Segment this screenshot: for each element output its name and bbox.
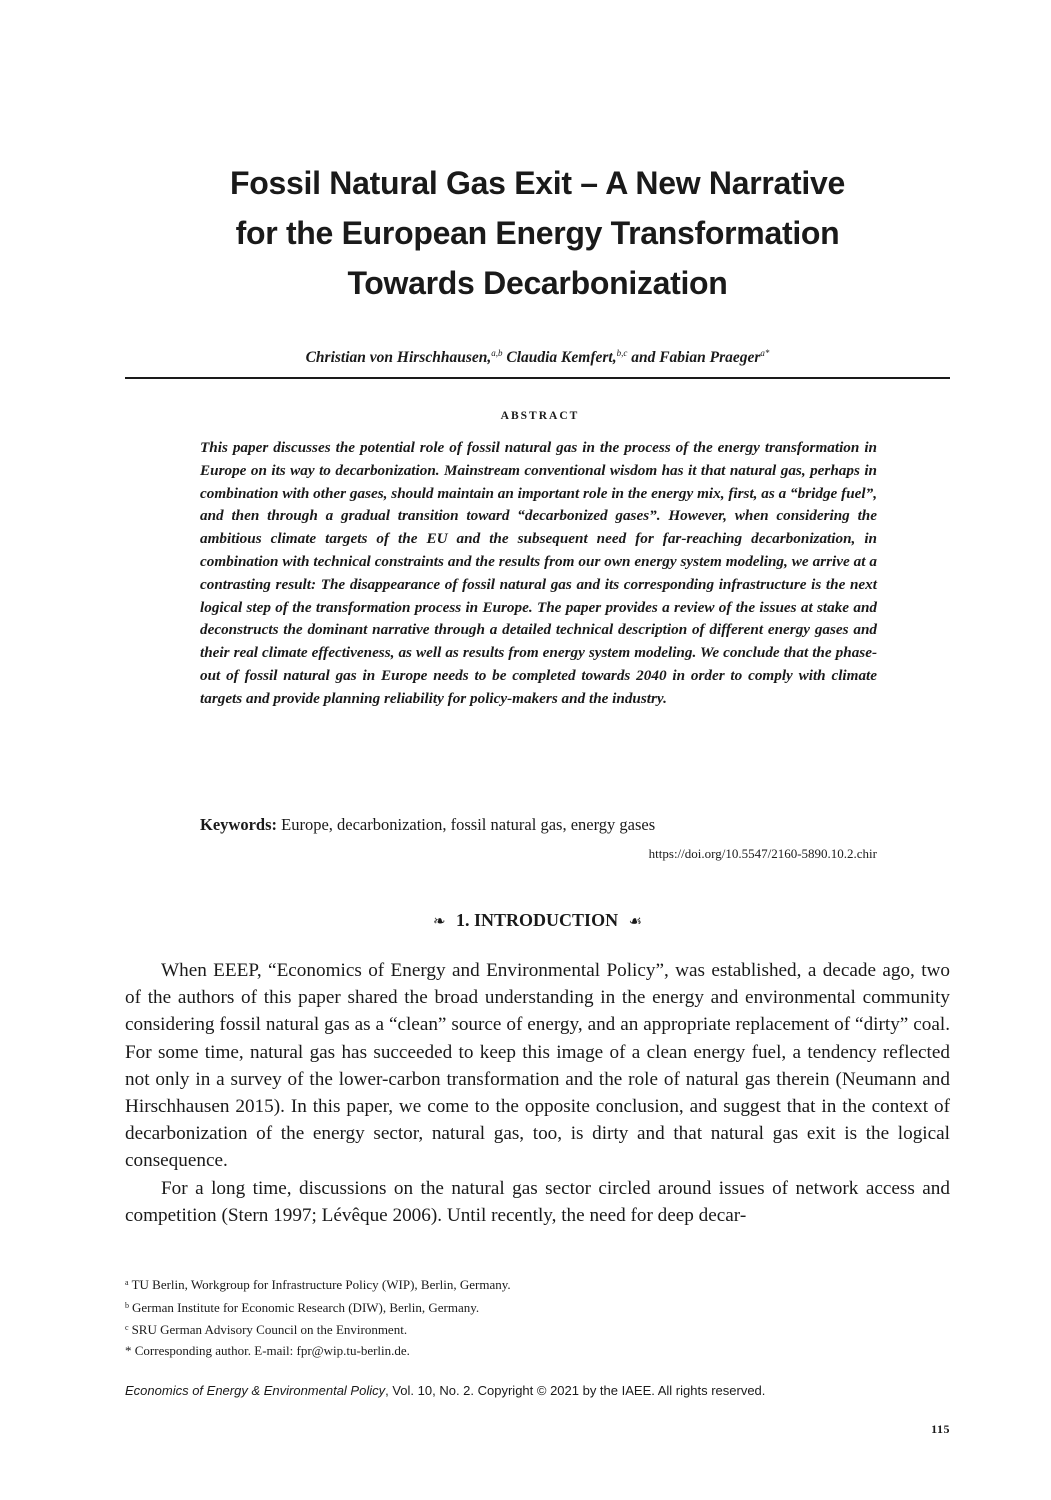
footnote-text: TU Berlin, Workgroup for Infrastructure Policy (WIP), Berlin, Germany. — [131, 1277, 511, 1292]
keywords — [200, 814, 880, 836]
title-divider — [125, 377, 950, 379]
footnotes — [125, 1273, 950, 1361]
keywords-label: Keywords: — [200, 815, 277, 834]
journal-footer — [125, 1382, 950, 1400]
footnote — [125, 1296, 950, 1319]
author-list — [125, 342, 950, 369]
author-2-affiliation: b,c — [616, 348, 628, 358]
fleuron-right-icon: ☙ — [628, 914, 643, 930]
footnote-text: SRU German Advisory Council on the Environment. — [131, 1322, 408, 1337]
title-line-3: Towards Decarbonization — [347, 265, 728, 301]
title-line-2: for the European Energy Transformation — [235, 215, 840, 251]
footnote — [125, 1318, 950, 1341]
footnote-mark: c — [125, 1323, 129, 1332]
author-3-name: and Fabian Praeger — [631, 349, 761, 366]
paragraph-1: When EEEP, “Economics of Energy and Environmental Policy”, was established, a decade ago, two of the authors of this paper shared the broad understanding in the energy and environmental community considering fossil natural gas as a “clean” source of energy, and an appropriate replacement of “dirty” coal. For some time, natural gas has succeeded to keep this image of a clean energy fuel, a tendency reflected not only in a survey of the lower-carbon transformation and the role of natural gas therein (Neumann and Hirschhausen 2015). In this paper, we come to the opposite conclusion, and suggest that in the context of decarbonization of the energy sector, natural gas, too, is dirty and that natural gas exit is the logical consequence. — [125, 960, 950, 1172]
footnote-text: Corresponding author. E-mail: fpr@wip.tu-berlin.de. — [134, 1342, 410, 1358]
author-2-name: Claudia Kemfert, — [506, 349, 617, 366]
paragraph-2: For a long time, discussions on the natural gas sector circled around issues of network access and competition (Stern 1997; Lévêque 2006). Until recently, the need for deep decar- — [125, 1177, 950, 1226]
footnote-mark: b — [125, 1300, 129, 1310]
copyright-text: , Vol. 10, No. 2. Copyright © 2021 by the IAEE. All rights reserved. — [385, 1383, 766, 1398]
abstract-text: This paper discusses the potential role of fossil natural gas in the process of the energy transformation in Europe on its way to decarbonization. Mainstream conventional wisdom has it that natural gas, perhaps in combination with other gases, should maintain an important role in the energy mix, first, as a “bridge fuel”, and then through a gradual transition toward “decarbonized gases”. However, when considering the ambitious climate targets of the EU and the subsequent need for far-reaching decarbonization, in combination with technical constraints and the results from our own energy system modeling, we arrive at a contrasting result: The disappearance of fossil natural gas and its corresponding infrastructure is the next logical step of the transformation process in Europe. The paper provides a review of the issues at stake and deconstructs the dominant narrative through a detailed technical description of different energy gases and their real climate effectiveness, as well as results from energy system modeling. We conclude that the phase-out of fossil natural gas in Europe needs to be completed towards 2040 in order to comply with climate targets and provide planning reliability for policy-makers and the industry. — [200, 439, 877, 707]
fleuron-left-icon: ❧ — [432, 914, 446, 930]
footnote-mark: a — [125, 1278, 129, 1287]
author-1-affiliation: a,b — [491, 348, 503, 358]
abstract-heading: ABSTRACT — [500, 410, 580, 422]
journal-name: Economics of Energy & Environmental Policy — [125, 1383, 386, 1398]
footnote-mark: * — [125, 1342, 132, 1358]
paper-title — [125, 158, 950, 308]
title-line-1: Fossil Natural Gas Exit – A New Narrative — [230, 165, 845, 201]
footnote-text: German Institute for Economic Research (DIW), Berlin, Germany. — [132, 1299, 480, 1315]
section-title: 1. INTRODUCTION — [456, 910, 619, 930]
footnote — [125, 1341, 950, 1362]
doi-link[interactable]: https://doi.org/10.5547/2160-5890.10.2.chir — [648, 846, 877, 861]
keywords-value: Europe, decarbonization, fossil natural gas, energy gases — [281, 815, 656, 834]
section-heading-introduction — [125, 907, 950, 935]
body-text — [125, 957, 950, 1229]
author-1-name: Christian von Hirschhausen, — [305, 349, 492, 366]
author-3-affiliation: a* — [760, 348, 770, 358]
page-number: 115 — [931, 1422, 950, 1436]
footnote — [125, 1273, 950, 1296]
